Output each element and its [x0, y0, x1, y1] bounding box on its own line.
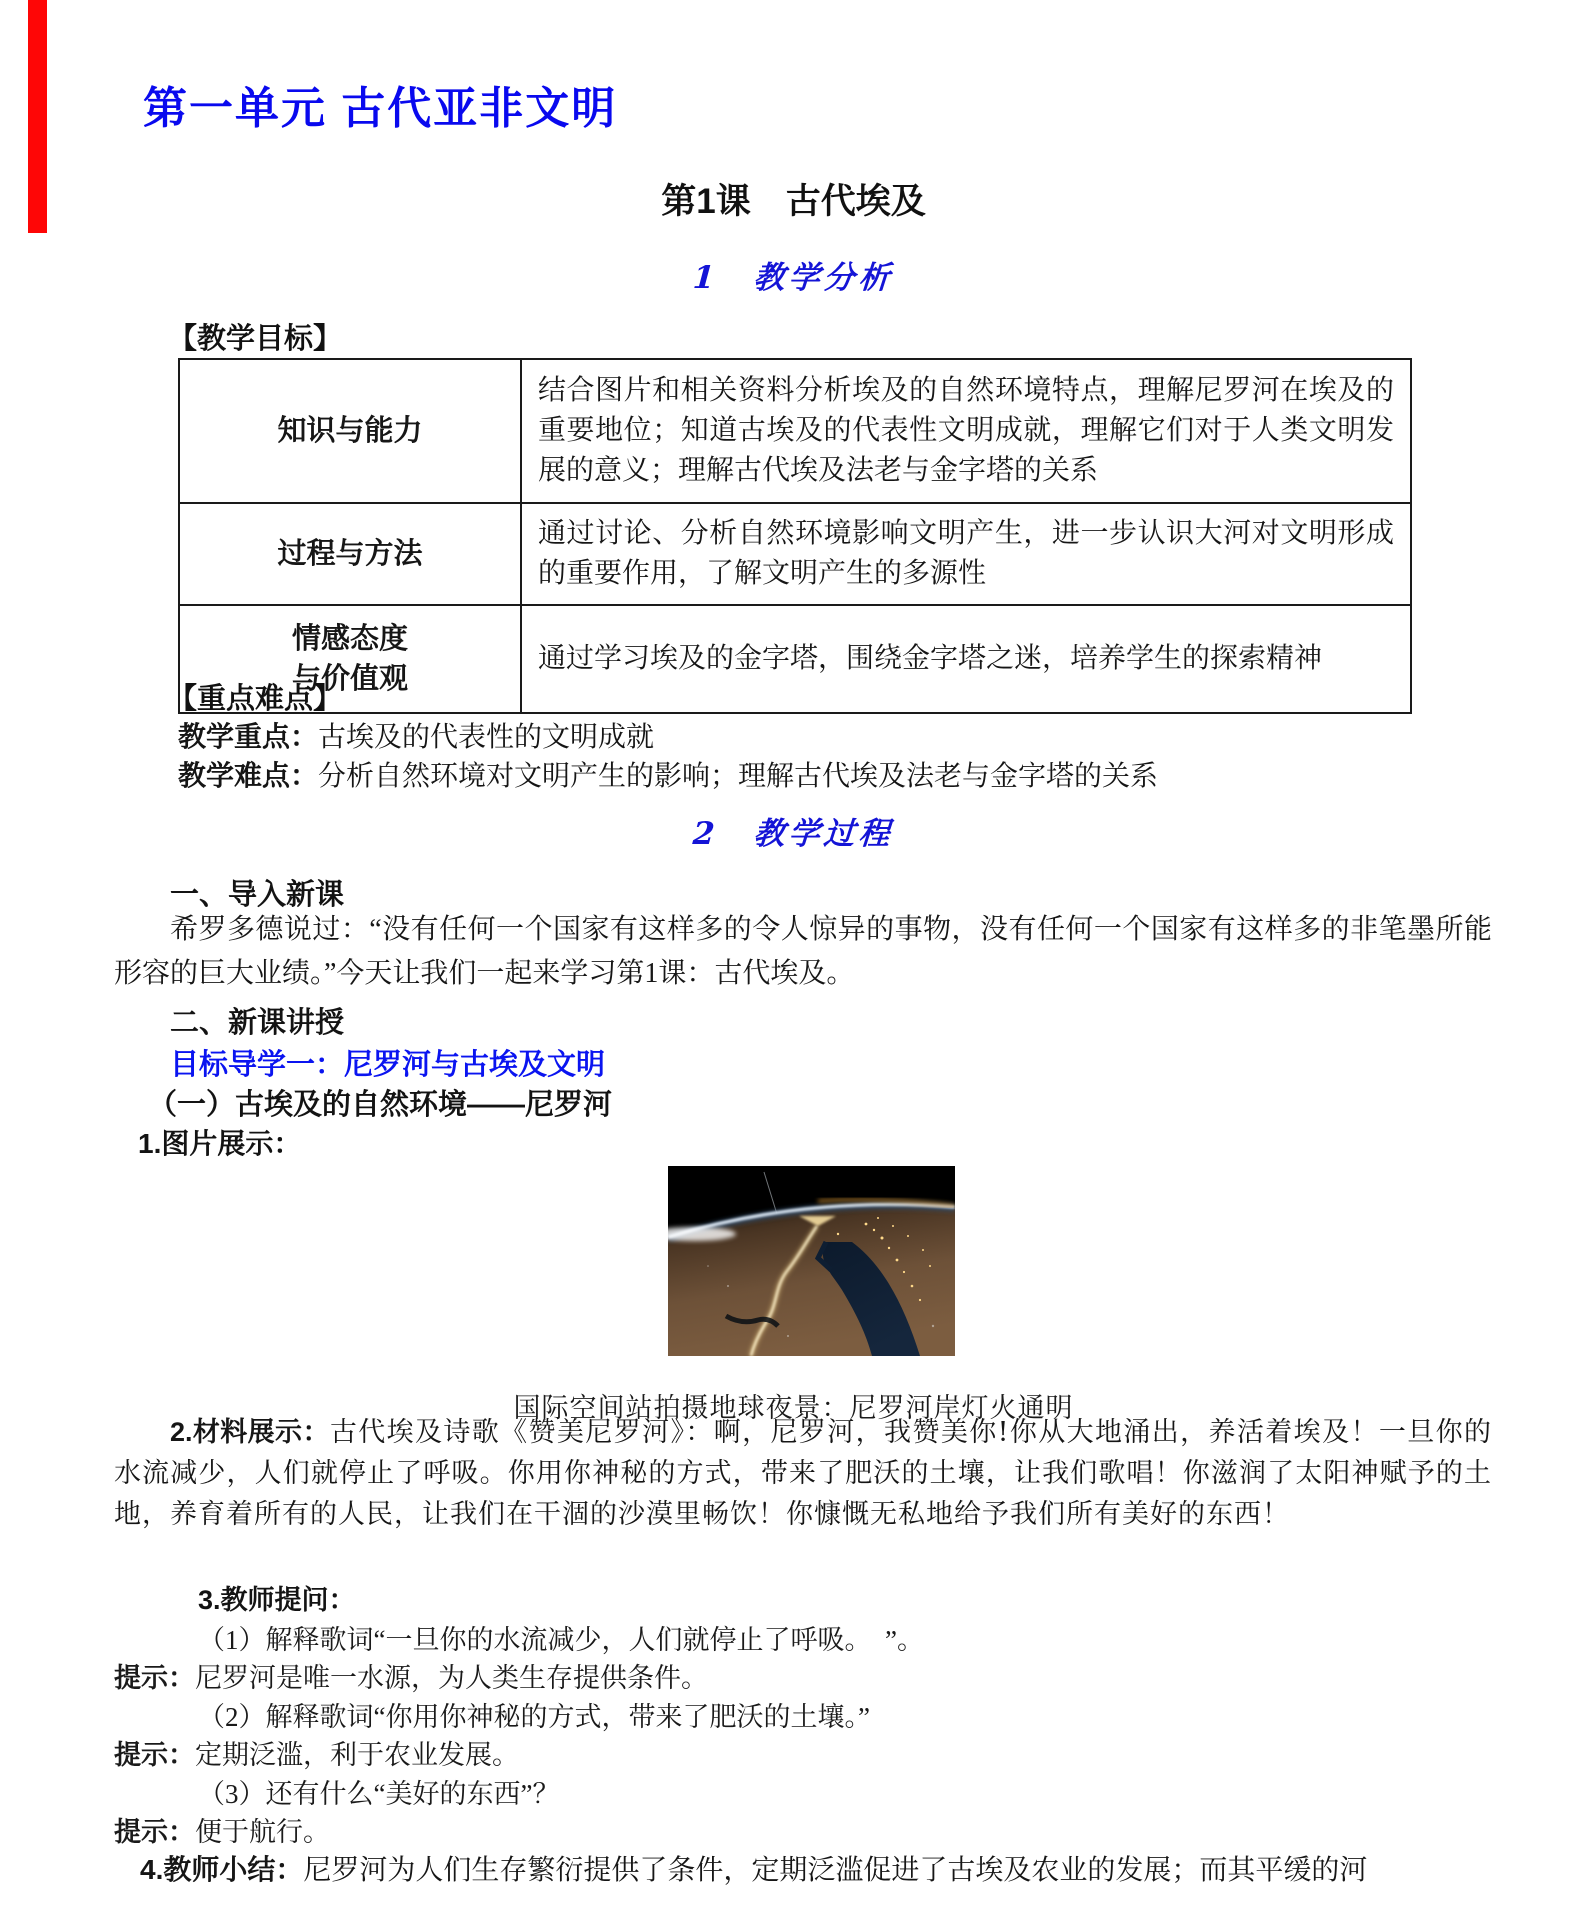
teaching-difficulty-label: 教学难点：	[178, 760, 319, 791]
question-2: （2）解释歌词“你用你神秘的方式，带来了肥沃的土壤。”	[198, 1702, 870, 1732]
teaching-difficulty-line	[178, 757, 1158, 796]
objective-label-process: 过程与方法	[179, 503, 521, 605]
hint-1-label: 提示：	[114, 1663, 195, 1693]
teaching-difficulty-text: 分析自然环境对文明产生的影响；理解古代埃及法老与金字塔的关系	[318, 761, 1159, 792]
hint-3-text: 便于航行。	[195, 1817, 330, 1847]
section-title-process: 2 教学过程	[691, 816, 895, 852]
hint-2-text: 定期泛滥，利于农业发展。	[195, 1740, 519, 1770]
objectives-header: 【教学目标】	[168, 323, 343, 355]
table-row	[179, 359, 1411, 503]
unit-title: 第一单元 古代亚非文明	[143, 84, 618, 133]
hint-3	[114, 1810, 330, 1849]
picture-display-label: 1.图片展示：	[138, 1128, 302, 1159]
table-row	[179, 605, 1411, 713]
objective-label-values-line1: 情感态度	[291, 623, 408, 655]
teaching-focus-line	[178, 718, 654, 757]
intro-heading: 一、导入新课	[170, 879, 345, 911]
objective-content-process: 通过讨论、分析自然环境影响文明产生，进一步认识大河对文明形成的重要作用，了解文明产生的多源性	[521, 503, 1411, 605]
earth-night-illustration	[668, 1166, 955, 1356]
keypoints-header: 【重点难点】	[168, 683, 343, 715]
hint-1-text: 尼罗河是唯一水源，为人类生存提供条件。	[195, 1663, 708, 1693]
teacher-summary	[114, 1849, 1492, 1891]
subsection-1-title: （一）古埃及的自然环境——尼罗河	[148, 1089, 613, 1121]
figure-caption: 国际空间站拍摄地球夜景：尼罗河岸灯火通明	[513, 1393, 1074, 1423]
objective-content-knowledge: 结合图片和相关资料分析埃及的自然环境特点，理解尼罗河在埃及的重要地位；知道古埃及的代表性文明成就，理解它们对于人类文明发展的意义；理解古代埃及法老与金字塔的关系	[521, 359, 1411, 503]
iss-earth-night-photo	[668, 1166, 955, 1356]
hint-2-label: 提示：	[114, 1740, 195, 1770]
section-title-analysis: 1 教学分析	[691, 260, 895, 296]
lesson-title: 第1课 古代埃及	[661, 182, 926, 221]
new-lesson-heading: 二、新课讲授	[170, 1007, 345, 1039]
question-3: （3）还有什么“美好的东西”？	[198, 1779, 560, 1809]
goal-guide-1-heading: 目标导学一：尼罗河与古埃及文明	[170, 1049, 606, 1081]
teacher-summary-text: 尼罗河为人们生存繁衍提供了条件，定期泛滥促进了古埃及农业的发展；而其平缓的河	[303, 1855, 1368, 1886]
teaching-focus-label: 教学重点：	[178, 721, 319, 752]
hint-2	[114, 1733, 519, 1772]
teacher-summary-label: 4.教师小结：	[140, 1854, 304, 1885]
material-label: 2.材料展示：	[170, 1417, 330, 1447]
hint-1	[114, 1656, 708, 1695]
material-paragraph	[114, 1412, 1492, 1535]
objectives-table	[178, 358, 1412, 714]
hint-3-label: 提示：	[114, 1817, 195, 1847]
teacher-questions-heading: 3.教师提问：	[198, 1585, 356, 1615]
material-text: 古代埃及诗歌《赞美尼罗河》：啊，尼罗河，我赞美你!你从大地涌出，养活着埃及！一旦你的水流减少，人们就停止了呼吸。你用你神秘的方式，带来了肥沃的土壤，让我们歌唱！你滋润了太阳神赋予的土地，养育着所有的人民，让我们在干涸的沙漠里畅饮！你慷慨无私地给予我们所有美好的东西！	[114, 1417, 1492, 1530]
objective-content-values: 通过学习埃及的金字塔，围绕金字塔之迷，培养学生的探索精神	[521, 605, 1411, 713]
question-1: （1）解释歌词“一旦你的水流减少，人们就停止了呼吸。 ”。	[198, 1625, 924, 1655]
teaching-focus-text: 古埃及的代表性的文明成就	[318, 722, 655, 753]
objective-label-knowledge: 知识与能力	[179, 359, 521, 503]
table-row	[179, 503, 1411, 605]
objective-label-values-line2: 与价值观	[291, 663, 408, 695]
intro-paragraph: 希罗多德说过：“没有任何一个国家有这样多的令人惊异的事物，没有任何一个国家有这样多的非笔墨所能形容的巨大业绩。”今天让我们一起来学习第1课：古代埃及。	[114, 914, 1492, 989]
